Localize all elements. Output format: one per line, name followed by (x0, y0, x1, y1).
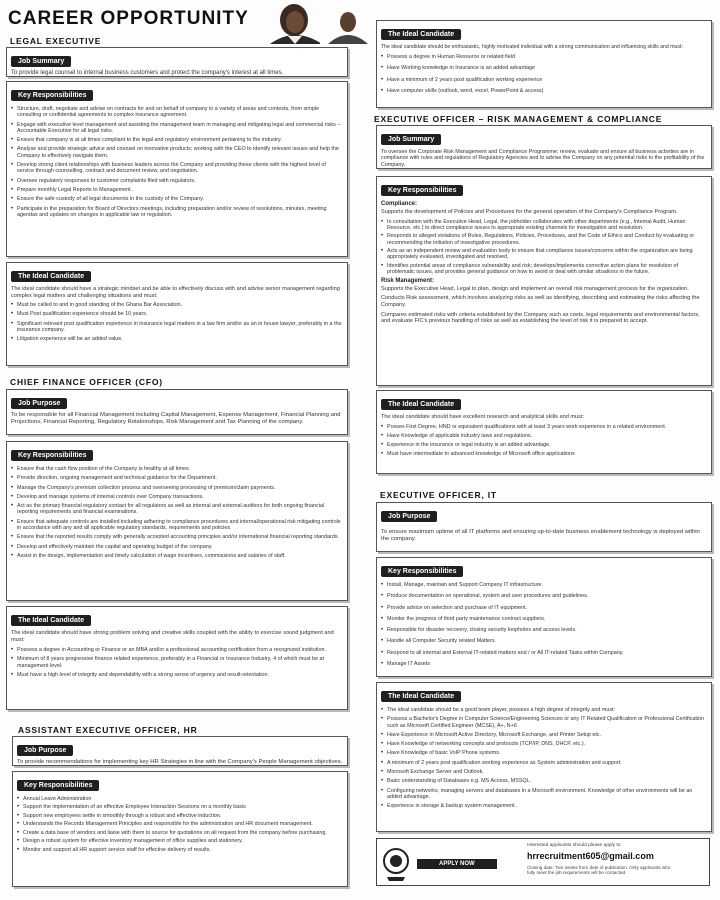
list-item: • Support new employees settle in smoothly through a robust and effective induction. (17, 813, 343, 819)
hr-responsibilities-box (12, 771, 348, 887)
risk-compliance-text: Supports the development of Policies and Procedures for the general operation of the Company's Compliance Program. (381, 209, 678, 215)
list-item: • Ensure that adequate controls are installed including adhering to compliance procedures and internal/operational risk mitigating controls in accordance with any and all applicable regulatory standards, requirements and policies. (11, 519, 343, 532)
list-item: • Ensure that the reported results comply with generally accepted accounting principles and/or international financial reporting standards. (11, 534, 343, 540)
list-item: • Handle all Computer Security related Matters. (381, 638, 707, 644)
legal-executive-title: LEGAL EXECUTIVE (10, 36, 102, 46)
risk-responsibilities-header: Key Responsibilities (381, 185, 463, 196)
list-item: • Assist in the design, implementation and timely calculation of wage incentives, commissions and salaries of staff. (11, 553, 343, 559)
it-title: EXECUTIVE OFFICER, IT (380, 490, 497, 500)
list-item: • Develop and effectively maintain the capital and operating budget of the company. (11, 544, 343, 550)
apply-now-button[interactable]: APPLY NOW (417, 859, 497, 869)
list-item: • Create a data base of vendors and liaise with them to source for quotations on all request from the company before purchasing. (17, 830, 343, 836)
list-item: • Minimum of 8 years progressive finance related experience, preferably in a Financial or Insurance Industry, 4 of which must be at management level. (11, 656, 343, 669)
list-item: • Participate in the preparation for Board of Directors meetings, including preparation and/or review of resolutions, minutes, meeting agendas and updates on changes in applicable law or regulation. (11, 206, 343, 219)
company-logo-icon (381, 843, 411, 883)
list-item: • A minimum of 2 years post qualification working experience as System administration and support. (381, 760, 707, 766)
list-item: • Monitor the progress of third party maintenance contract suppliers. (381, 616, 707, 622)
risk-ideal-candidate-text: The ideal candidate should have excellent research and analytical skills and must: (381, 414, 585, 420)
hr-ideal-candidate-text: The ideal candidate should be enthusiastic, highly motivated individual with a strong communication and influencing skills and must: (381, 44, 683, 50)
list-item: • Have a minimum of 2 years post qualification working experience (381, 77, 707, 83)
list-item: • Responds to alleged violations of Rules, Regulations, Policies, Procedures, and the Code of Ethics and Conduct by evaluating or recommending the initiation of investigative procedures. (381, 233, 707, 246)
apply-note: Interested applicants should please apply to: (527, 843, 622, 848)
list-item: • Must Post qualification experience should be 10 years. (11, 311, 343, 317)
page-title: CAREER OPPORTUNITY (8, 8, 249, 29)
list-item: • Ensure that company is at all times compliant to the legal and regulatory environment pertaining to the industry. (11, 137, 343, 143)
cfo-job-purpose-header: Job Purpose (11, 398, 67, 409)
legal-ideal-candidate-header: The Ideal Candidate (11, 271, 91, 282)
hr-responsibilities-list (17, 796, 343, 853)
hr-ideal-candidate-box (376, 20, 712, 108)
risk-title: EXECUTIVE OFFICER – RISK MANAGEMENT & COMPLIANCE (374, 114, 663, 124)
list-item: • Manage the Company's premium collection process and overseeing processing of premium/claim payments. (11, 485, 343, 491)
apply-email-link[interactable]: hrrecruitment605@gmail.com (527, 851, 654, 861)
list-item: • Identifies potential areas of compliance vulnerability and risk; develops/implements corrective action plans for resolution of problematic issues, and provides general guidance on how to avoid or deal with similar situations in the future. (381, 263, 707, 276)
risk-job-summary-box (376, 125, 712, 169)
list-item: • Must be called to and in good standing of the Ghana Bar Association. (11, 302, 343, 308)
risk-responsibilities-box (376, 176, 712, 386)
it-ideal-candidate-list (381, 707, 707, 810)
list-item: • Oversee regulatory responses to customer complaints filed with regulators. (11, 178, 343, 184)
hr-responsibilities-header: Key Responsibilities (17, 780, 99, 791)
list-item: • Litigation experience will be an added value. (11, 336, 343, 342)
list-item: • Produce documentation on operational, system and user procedures and guidelines. (381, 593, 707, 599)
list-item: • Have Knowledge of networking concepts and protocols (TCP/IP, DNS, DHCP, etc.). (381, 741, 707, 747)
cfo-title: CHIEF FINANCE OFFICER (CFO) (10, 377, 163, 387)
legal-ideal-candidate-box (6, 262, 348, 366)
list-item: • Experience in the insurance or legal industry is an added advantage. (381, 442, 707, 448)
closing-date-text: Closing date: Two weeks from date of publication. Only applicants who fully meet the job requirements will be contacted. (527, 865, 671, 876)
it-responsibilities-box (376, 557, 712, 677)
cfo-ideal-candidate-text: The ideal candidate should have strong problem solving and creative skills coupled with the ability to exercise sound judgment and must: (11, 630, 334, 643)
it-job-purpose-text: To ensure maximum uptime of all IT platforms and ensuring up-to-date business enablement technology is deployed within the company. (381, 529, 700, 542)
list-item: • Configuring networks, managing servers and databases in a Microsoft environment. Knowledge of other environments will be an added advantage. (381, 788, 707, 801)
risk-management-text-3: Compares estimated risks with criteria established by the Company such as costs, legal requirements and environmental factors, and evaluate FIC's previous handling of risks as well as establishing the level of risk it is prepared to accept. (381, 311, 700, 325)
hr-job-purpose-box (12, 736, 348, 766)
list-item: • Have computer skills (outlook, word, excel, PowerPoint & access) (381, 88, 707, 94)
list-item: • Design a robust system for effective inventory management of office supplies and stationery. (17, 838, 343, 844)
list-item: • Microsoft Exchange Server and Outlook. (381, 769, 707, 775)
it-responsibilities-header: Key Responsibilities (381, 566, 463, 577)
list-item: • Have Experience in Microsoft Active Directory, Microsoft Exchange, and Printer Setup etc. (381, 732, 707, 738)
list-item: • Understands the Records Management Principles and responsible for the administration and HR document management. (17, 821, 343, 827)
it-ideal-candidate-header: The Ideal Candidate (381, 691, 461, 702)
list-item: • Have Working knowledge in Insurance is an added advantage (381, 65, 707, 71)
list-item: • Prepare monthly Legal Reports to Management. (11, 187, 343, 193)
cfo-ideal-candidate-box (6, 606, 348, 710)
legal-responsibilities-header: Key Responsibilities (11, 90, 93, 101)
it-responsibilities-list (381, 582, 707, 667)
list-item: • Ensure that the cash flow position of the Company is healthy at all times. (11, 466, 343, 472)
cfo-responsibilities-list (11, 466, 343, 559)
list-item: • Have Knowledge of basic VoIP Phone systems. (381, 750, 707, 756)
list-item: • Develop strong client relationships with business leaders across the Company and providing these clients with the highest level of service through counselling, contract and document review, and negotiation. (11, 162, 343, 175)
risk-ideal-candidate-box (376, 390, 712, 474)
list-item: • In consultation with the Executive Head, Legal, the jobholder collaborates with other departments (e.g., Internal Audit, Human Resource, etc.) to direct compliance issues to appropriate existing channels for investigation and resolution. (381, 219, 707, 232)
list-item: • The ideal candidate should be a good team player, possess a high degree of integrity and must: (381, 707, 707, 713)
risk-ideal-candidate-list (381, 424, 707, 458)
list-item: • Ensure the safe custody of all legal documents in the custody of the Company. (11, 196, 343, 202)
list-item: • Engage with executive level management and assisting the management team in managing and mitigating legal and commercial risks – Accountable Executive for all legal risks. (11, 122, 343, 135)
cfo-job-purpose-text: To be responsible for all Financial Management including Capital Management, Expense Management, Financial Planning and Projections, Financial Reporting, Regulatory Relationships, Risk Management and Tax Planning of the company. (11, 412, 341, 425)
risk-job-summary-text: To oversee the Corporate Risk Management and Compliance Programme; review, evaluate and ensure all business activities are in compliance with rules and regulations of Regulatory Agencies and to advise the Company on any potential risks to the profitability of the Company. (381, 149, 705, 168)
legal-ideal-candidate-list (11, 302, 343, 342)
it-job-purpose-box (376, 502, 712, 552)
legal-ideal-candidate-text: The ideal candidate should have a strategic mindset and be able to effectively discuss with and advise senior management regarding complex legal matters and challenging situations and must: (11, 286, 340, 299)
list-item: • Support the implementation of an effective Employee Interaction Sessions on a monthly basis (17, 804, 343, 810)
list-item: • Have Knowledge of applicable industry laws and regulations. (381, 433, 707, 439)
risk-compliance-subheading: Compliance: (381, 201, 418, 207)
risk-management-subheading: Risk Management: (381, 277, 435, 284)
list-item: • Structure, draft, negotiate and advise on contracts for and on behalf of company in a variety of areas and contexts, from simple consulting or confidential agreements to complex insurance agreement. (11, 106, 343, 119)
cfo-responsibilities-header: Key Responsibilities (11, 450, 93, 461)
list-item: • Annual Leave Administration (17, 796, 343, 802)
list-item: • Possess a Bachelor's Degree in Computer Science/Engineering Sciences or any IT Related Qualification or Professional Certification such as Microsoft Certified Engineer (MCSE), A+, N+6 (381, 716, 707, 729)
list-item: • Must have intermediate to advanced knowledge of Microsoft office applications (381, 451, 707, 457)
list-item: • Provide advice on selection and purchase of IT equipment. (381, 605, 707, 611)
list-item: • Must have a high level of integrity and dependability with a strong sense of urgency and result-orientation. (11, 672, 343, 678)
cfo-ideal-candidate-list (11, 647, 343, 678)
list-item: • Act as the primary financial regulatory contact for all regulators as well as internal and external auditors for both ongoing financial reporting requirements and financial examinations. (11, 503, 343, 516)
risk-ideal-candidate-header: The Ideal Candidate (381, 399, 461, 410)
apply-footer (376, 838, 710, 886)
list-item: • Responsible for disaster recovery, closing security loopholes and access levels. (381, 627, 707, 633)
hr-job-purpose-header: Job Purpose (17, 745, 73, 756)
list-item: • Significant relevant post qualification experience in insurance legal matters in a law firm and/or as an in house lawyer, preferably in a the insurance company. (11, 321, 343, 334)
hr-title: ASSISTANT EXECUTIVE OFFICER, HR (18, 725, 198, 735)
hr-ideal-candidate-list (381, 54, 707, 94)
list-item: • Install, Manage, maintain and Support Company IT infrastructure. (381, 582, 707, 588)
list-item: • Develop and manage systems of internal controls over Company transactions. (11, 494, 343, 500)
list-item: • Provide direction, ongoing management and technical guidance for the Department. (11, 475, 343, 481)
risk-management-text-2: Conducts Risk assessment, which involves analyzing risks as well as identifying, describing and estimating the risks affecting the Company. (381, 295, 700, 308)
hr-ideal-candidate-header: The Ideal Candidate (381, 29, 461, 40)
risk-compliance-list (381, 219, 707, 276)
list-item: • Manage IT Assets (381, 661, 707, 667)
cfo-ideal-candidate-header: The Ideal Candidate (11, 615, 91, 626)
legal-job-summary-text: To provide legal counsel to internal business customers and protect the company's interest at all times. (11, 70, 284, 76)
list-item: • Analyse and provide strategic advice and counsel on innovative products; working with the CEO to identify relevant issues and help the Company to effectively navigate them. (11, 146, 343, 159)
list-item: • Possess a degree in Human Resource or related field (381, 54, 707, 60)
it-ideal-candidate-box (376, 682, 712, 832)
list-item: • Basic understanding of Databases e.g. MS Access, MSSQL. (381, 778, 707, 784)
legal-job-summary-box (6, 47, 348, 77)
cfo-responsibilities-box (6, 441, 348, 601)
man-photo-image (320, 10, 368, 44)
list-item: • Posses First Degree, HND or equivalent qualifications with at least 3 years work experience in a related environment. (381, 424, 707, 430)
hr-job-purpose-text: To provide recommendations for implementing key HR Strategies in line with the Company's People Management objectives. (17, 759, 343, 765)
cfo-job-purpose-box (6, 389, 348, 435)
list-item: • Monitor and support all HR support service staff for effective delivery of results. (17, 847, 343, 853)
list-item: • Acts as an independent review and evaluation body to ensure that compliance issues/concerns within the organization are being appropriately evaluated, investigated and resolved. (381, 248, 707, 261)
it-job-purpose-header: Job Purpose (381, 511, 437, 522)
list-item: • Respond to all internal and External IT-related matters and / or All IT-related Tasks within Company. (381, 650, 707, 656)
risk-management-text-1: Supports the Executive Head, Legal to plan, design and implement an overall risk management process for the organization. (381, 285, 689, 292)
legal-responsibilities-box (6, 81, 348, 257)
risk-job-summary-header: Job Summary (381, 134, 441, 145)
legal-responsibilities-list (11, 106, 343, 218)
legal-job-summary-header: Job Summary (11, 56, 71, 67)
list-item: • Possess a degree in Accounting or Finance or an MBA and/or a professional accounting certification from a recognized institution. (11, 647, 343, 653)
list-item: • Experience in storage & backup system management. (381, 803, 707, 809)
